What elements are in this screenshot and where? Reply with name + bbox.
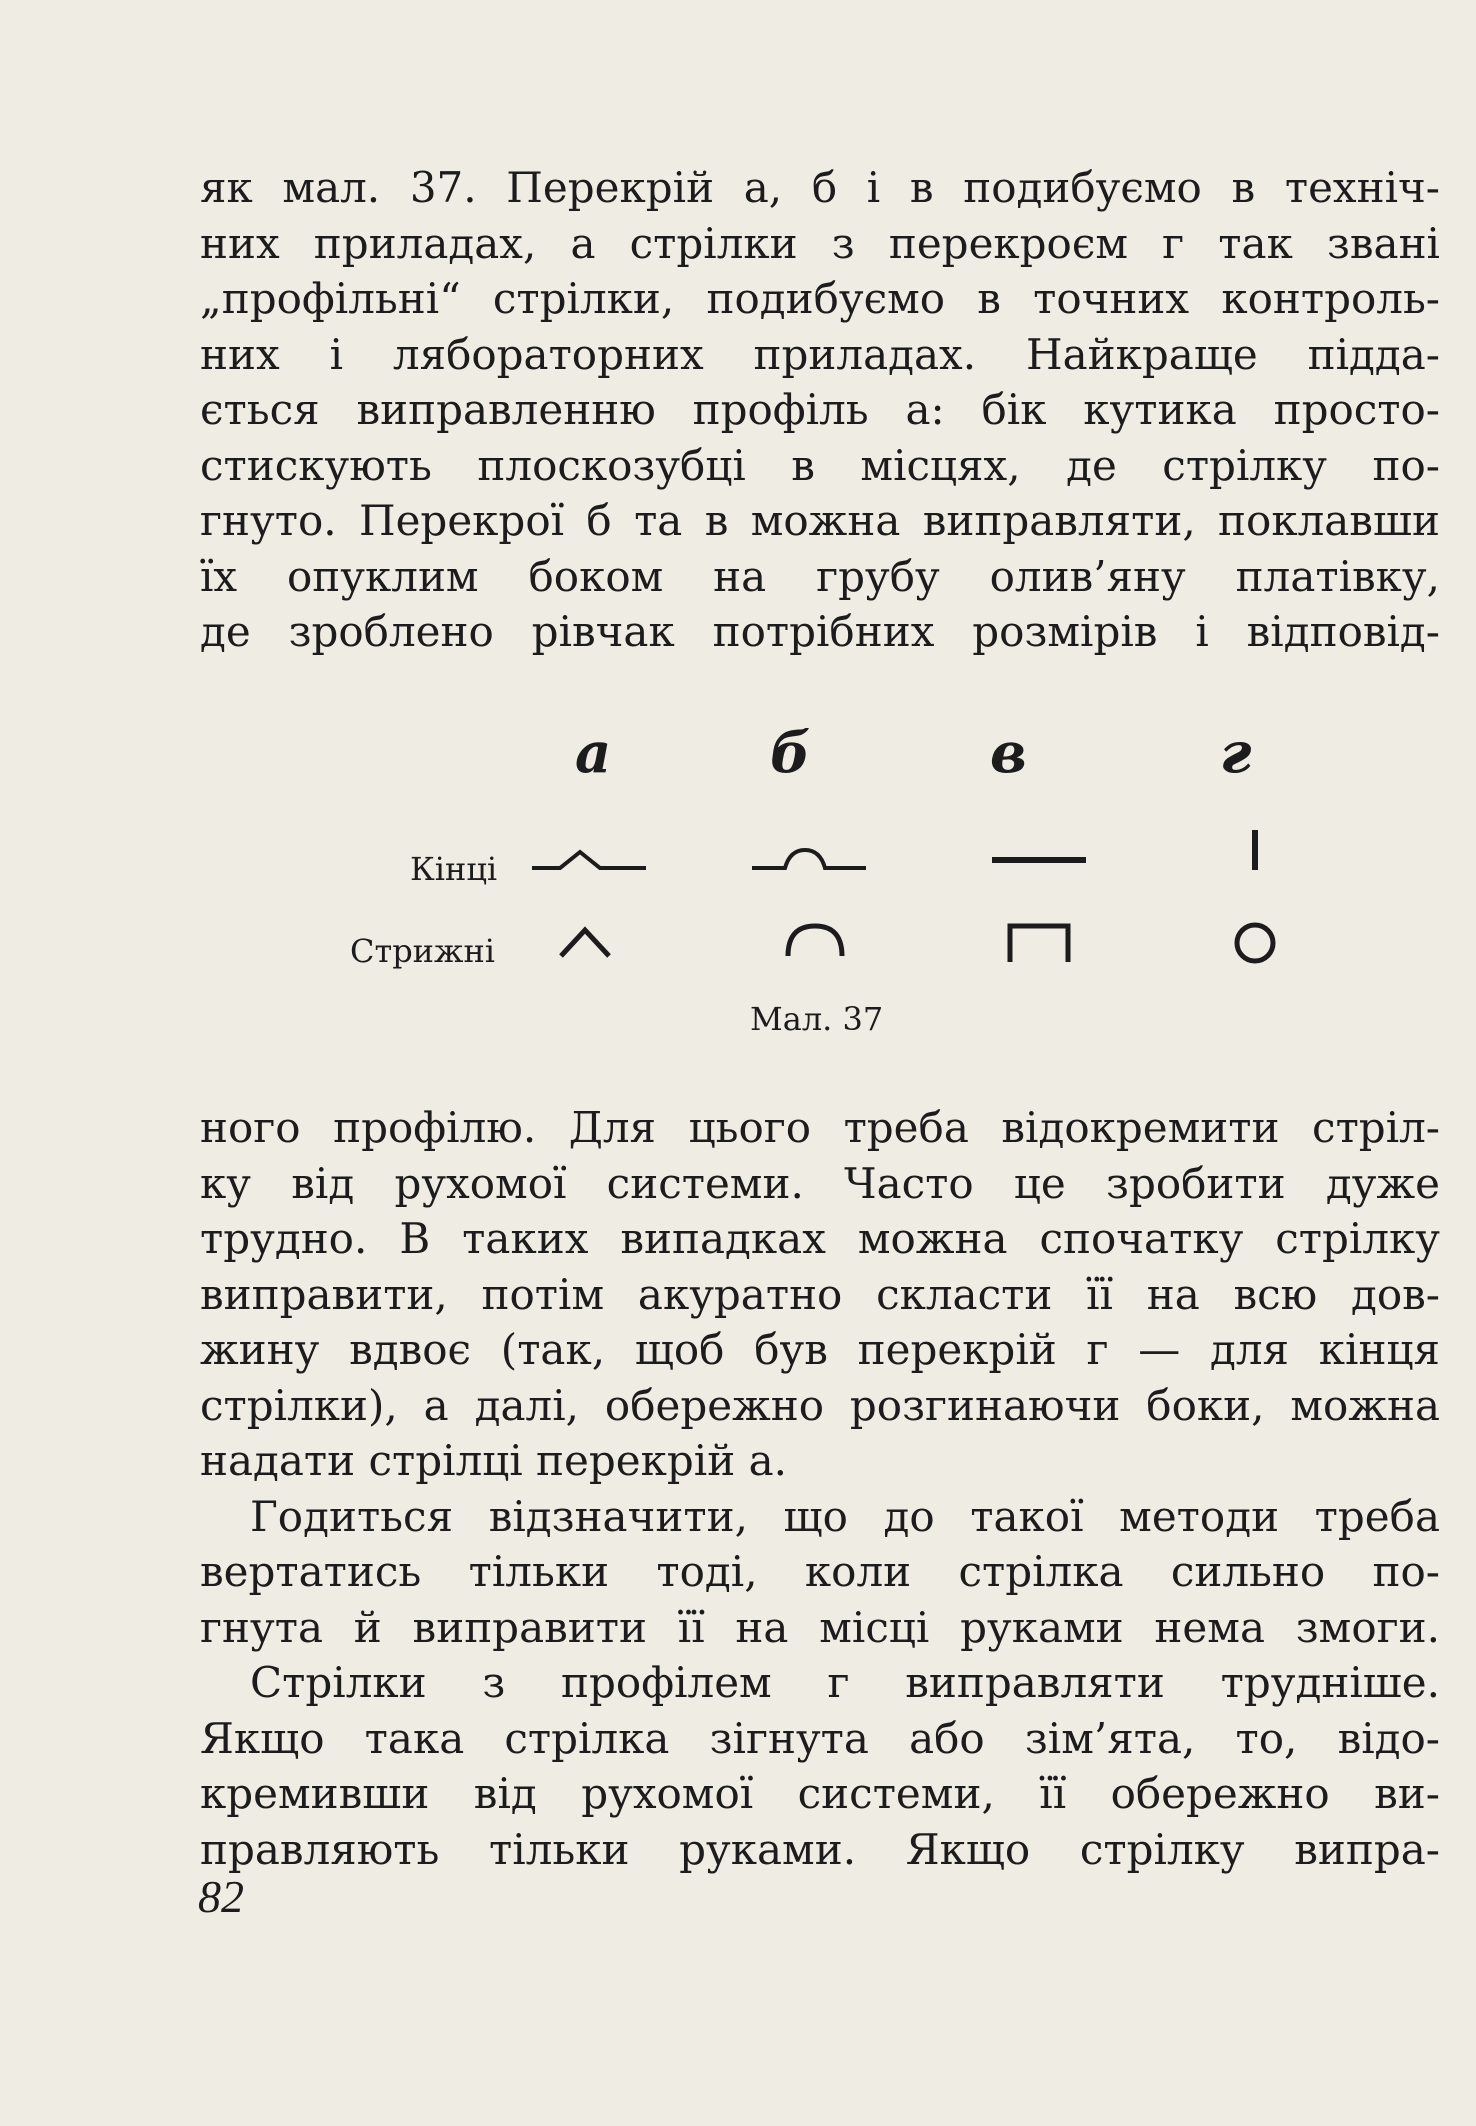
page-number: 82 [198,1871,244,1922]
text-line: стискують плоскозубці в місцях, де стрілку по- [200,440,1440,490]
paragraph-top [200,160,1440,660]
rod-profile-a-shape [555,922,615,962]
figure-caption: Мал. 37 [750,1000,884,1038]
rod-profile-b-shape [780,918,850,962]
text-line: гнута й виправити її на місці руками нема змоги. [200,1602,1440,1652]
row-label-ends: Кінці [410,850,498,888]
text-line: трудно. В таких випадках можна спочатку стрілку [200,1214,1440,1263]
end-profile-a-shape [530,840,650,880]
text-line: Стрілки з профілем г виправляти трудніше. [250,1658,1440,1707]
figure-37 [340,700,1320,1060]
text-line: Якщо така стрілка зігнута або зім’ята, то, відо- [200,1713,1440,1763]
rod-profile-v-shape [1000,918,1080,966]
figure-letter-a: а [575,720,612,786]
text-line: ку від рухомої системи. Часто це зробити дуже [200,1158,1440,1208]
paragraph-bottom [200,1100,1440,1877]
text-line: як мал. 37. Перекрій а, б і в подибуємо в техніч- [200,163,1440,212]
text-line: „профільні“ стрілки, подибуємо в точних контроль- [200,274,1440,323]
text-line: стрілки), а далі, обережно розгинаючи боки, можна [200,1380,1440,1430]
text-line: вертатись тільки тоді, коли стрілка сильно по- [200,1547,1440,1596]
text-line: Годиться відзначити, що до такої методи треба [250,1491,1440,1541]
text-line: правляють тільки руками. Якщо стрілку випра- [200,1824,1440,1874]
figure-letter-v: в [990,720,1027,786]
text-line: їх опуклим боком на грубу олив’яну платівку, [200,551,1440,601]
text-line: надати стрілці перекрій а. [200,1436,787,1485]
end-profile-b-shape [750,840,870,880]
figure-letter-g: г [1220,720,1252,786]
text-line: ного профілю. Для цього треба відокремити стріл- [200,1103,1440,1152]
text-line: ється виправленню профіль а: бік кутика просто- [200,385,1440,434]
text-line: них і лябораторних приладах. Найкраще підда- [200,329,1440,379]
text-line: них приладах, а стрілки з перекроєм г так звані [200,218,1440,268]
end-profile-v-shape [990,840,1090,880]
rod-profile-g-shape [1230,918,1280,968]
figure-letter-b: б [770,720,811,786]
text-line: гнуто. Перекрої б та в можна виправляти, поклавши [200,496,1440,545]
text-line: де зроблено рівчак потрібних розмірів і відповід- [200,607,1440,656]
text-line: виправити, потім акуратно скласти її на всю дов- [200,1269,1440,1319]
text-line: кремивши від рухомої системи, її обережно ви- [200,1769,1440,1818]
end-profile-g-shape [1245,826,1265,876]
text-line: жину вдвоє (так, щоб був перекрій г — для кінця [200,1325,1440,1374]
row-label-rods: Стрижні [350,932,495,970]
